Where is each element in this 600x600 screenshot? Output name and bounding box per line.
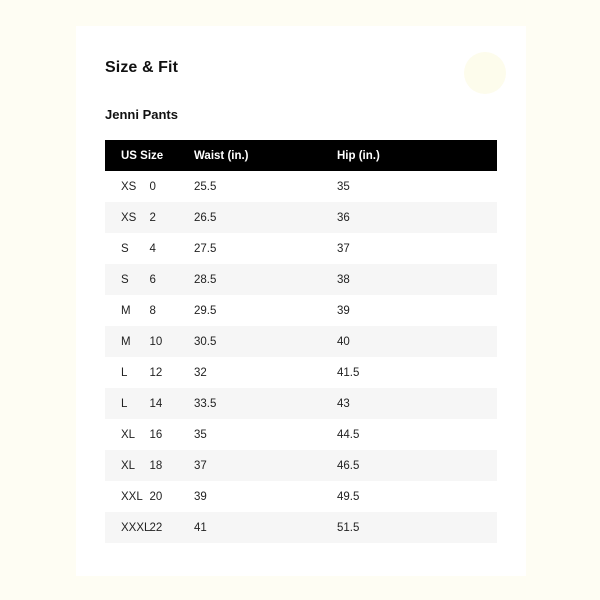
- cell-size-number: 6: [149, 273, 156, 286]
- cell-size-number: 14: [149, 397, 163, 410]
- table-row: [105, 388, 497, 419]
- table-row: [105, 419, 497, 450]
- cell-size-letter: L: [121, 366, 128, 379]
- cell-size-number: 4: [149, 242, 156, 255]
- cell-hip: 37: [337, 242, 350, 255]
- cell-waist: 33.5: [194, 397, 217, 410]
- table-row: [105, 233, 497, 264]
- column-header-hip: Hip (in.): [337, 149, 380, 162]
- cell-size-number: 0: [149, 180, 156, 193]
- cell-hip: 43: [337, 397, 350, 410]
- size-chart-table: [105, 140, 497, 543]
- cell-hip: 38: [337, 273, 350, 286]
- product-name: Jenni Pants: [105, 107, 178, 122]
- cell-size-letter: XS: [121, 180, 137, 193]
- cell-hip: 51.5: [337, 521, 360, 534]
- cell-waist: 29.5: [194, 304, 217, 317]
- table-body: [105, 171, 497, 543]
- cell-hip: 49.5: [337, 490, 360, 503]
- table-row: [105, 264, 497, 295]
- cell-waist: 27.5: [194, 242, 217, 255]
- cell-hip: 46.5: [337, 459, 360, 472]
- table-row: [105, 326, 497, 357]
- cell-waist: 41: [194, 521, 207, 534]
- cell-size-number: 22: [149, 521, 163, 534]
- cell-hip: 35: [337, 180, 350, 193]
- cell-size-letter: M: [121, 335, 131, 348]
- cell-size-number: 18: [149, 459, 163, 472]
- table-row: [105, 450, 497, 481]
- cell-waist: 35: [194, 428, 207, 441]
- cell-hip: 40: [337, 335, 350, 348]
- cell-size-number: 16: [149, 428, 163, 441]
- cell-size-letter: S: [121, 273, 129, 286]
- cell-waist: 30.5: [194, 335, 217, 348]
- table-row: [105, 481, 497, 512]
- cell-hip: 44.5: [337, 428, 360, 441]
- cell-size-number: 8: [149, 304, 156, 317]
- cell-size-number: 10: [149, 335, 163, 348]
- table-row: [105, 512, 497, 543]
- cell-waist: 32: [194, 366, 207, 379]
- cell-hip: 39: [337, 304, 350, 317]
- cell-hip: 41.5: [337, 366, 360, 379]
- cell-size-letter: M: [121, 304, 131, 317]
- table-row: [105, 202, 497, 233]
- table-row: [105, 357, 497, 388]
- table-row: [105, 295, 497, 326]
- cell-size-number: 12: [149, 366, 163, 379]
- cell-waist: 39: [194, 490, 207, 503]
- cell-waist: 25.5: [194, 180, 217, 193]
- cell-size-letter: XXXL: [121, 521, 151, 534]
- cell-size-letter: XS: [121, 211, 137, 224]
- size-fit-panel: [76, 26, 526, 576]
- cell-size-letter: S: [121, 242, 129, 255]
- column-header-waist: Waist (in.): [194, 149, 249, 162]
- cell-size-letter: XL: [121, 459, 136, 472]
- cell-size-letter: XL: [121, 428, 136, 441]
- close-button[interactable]: [464, 52, 506, 94]
- panel-title: Size & Fit: [105, 59, 179, 76]
- cell-size-number: 2: [149, 211, 156, 224]
- cell-size-number: 20: [149, 490, 163, 503]
- table-row: [105, 171, 497, 202]
- cell-waist: 28.5: [194, 273, 217, 286]
- table-header-row: [105, 140, 497, 171]
- cell-waist: 26.5: [194, 211, 217, 224]
- column-header-us-size: US Size: [121, 149, 164, 162]
- cell-waist: 37: [194, 459, 207, 472]
- cell-size-letter: L: [121, 397, 128, 410]
- cell-size-letter: XXL: [121, 490, 143, 503]
- cell-hip: 36: [337, 211, 350, 224]
